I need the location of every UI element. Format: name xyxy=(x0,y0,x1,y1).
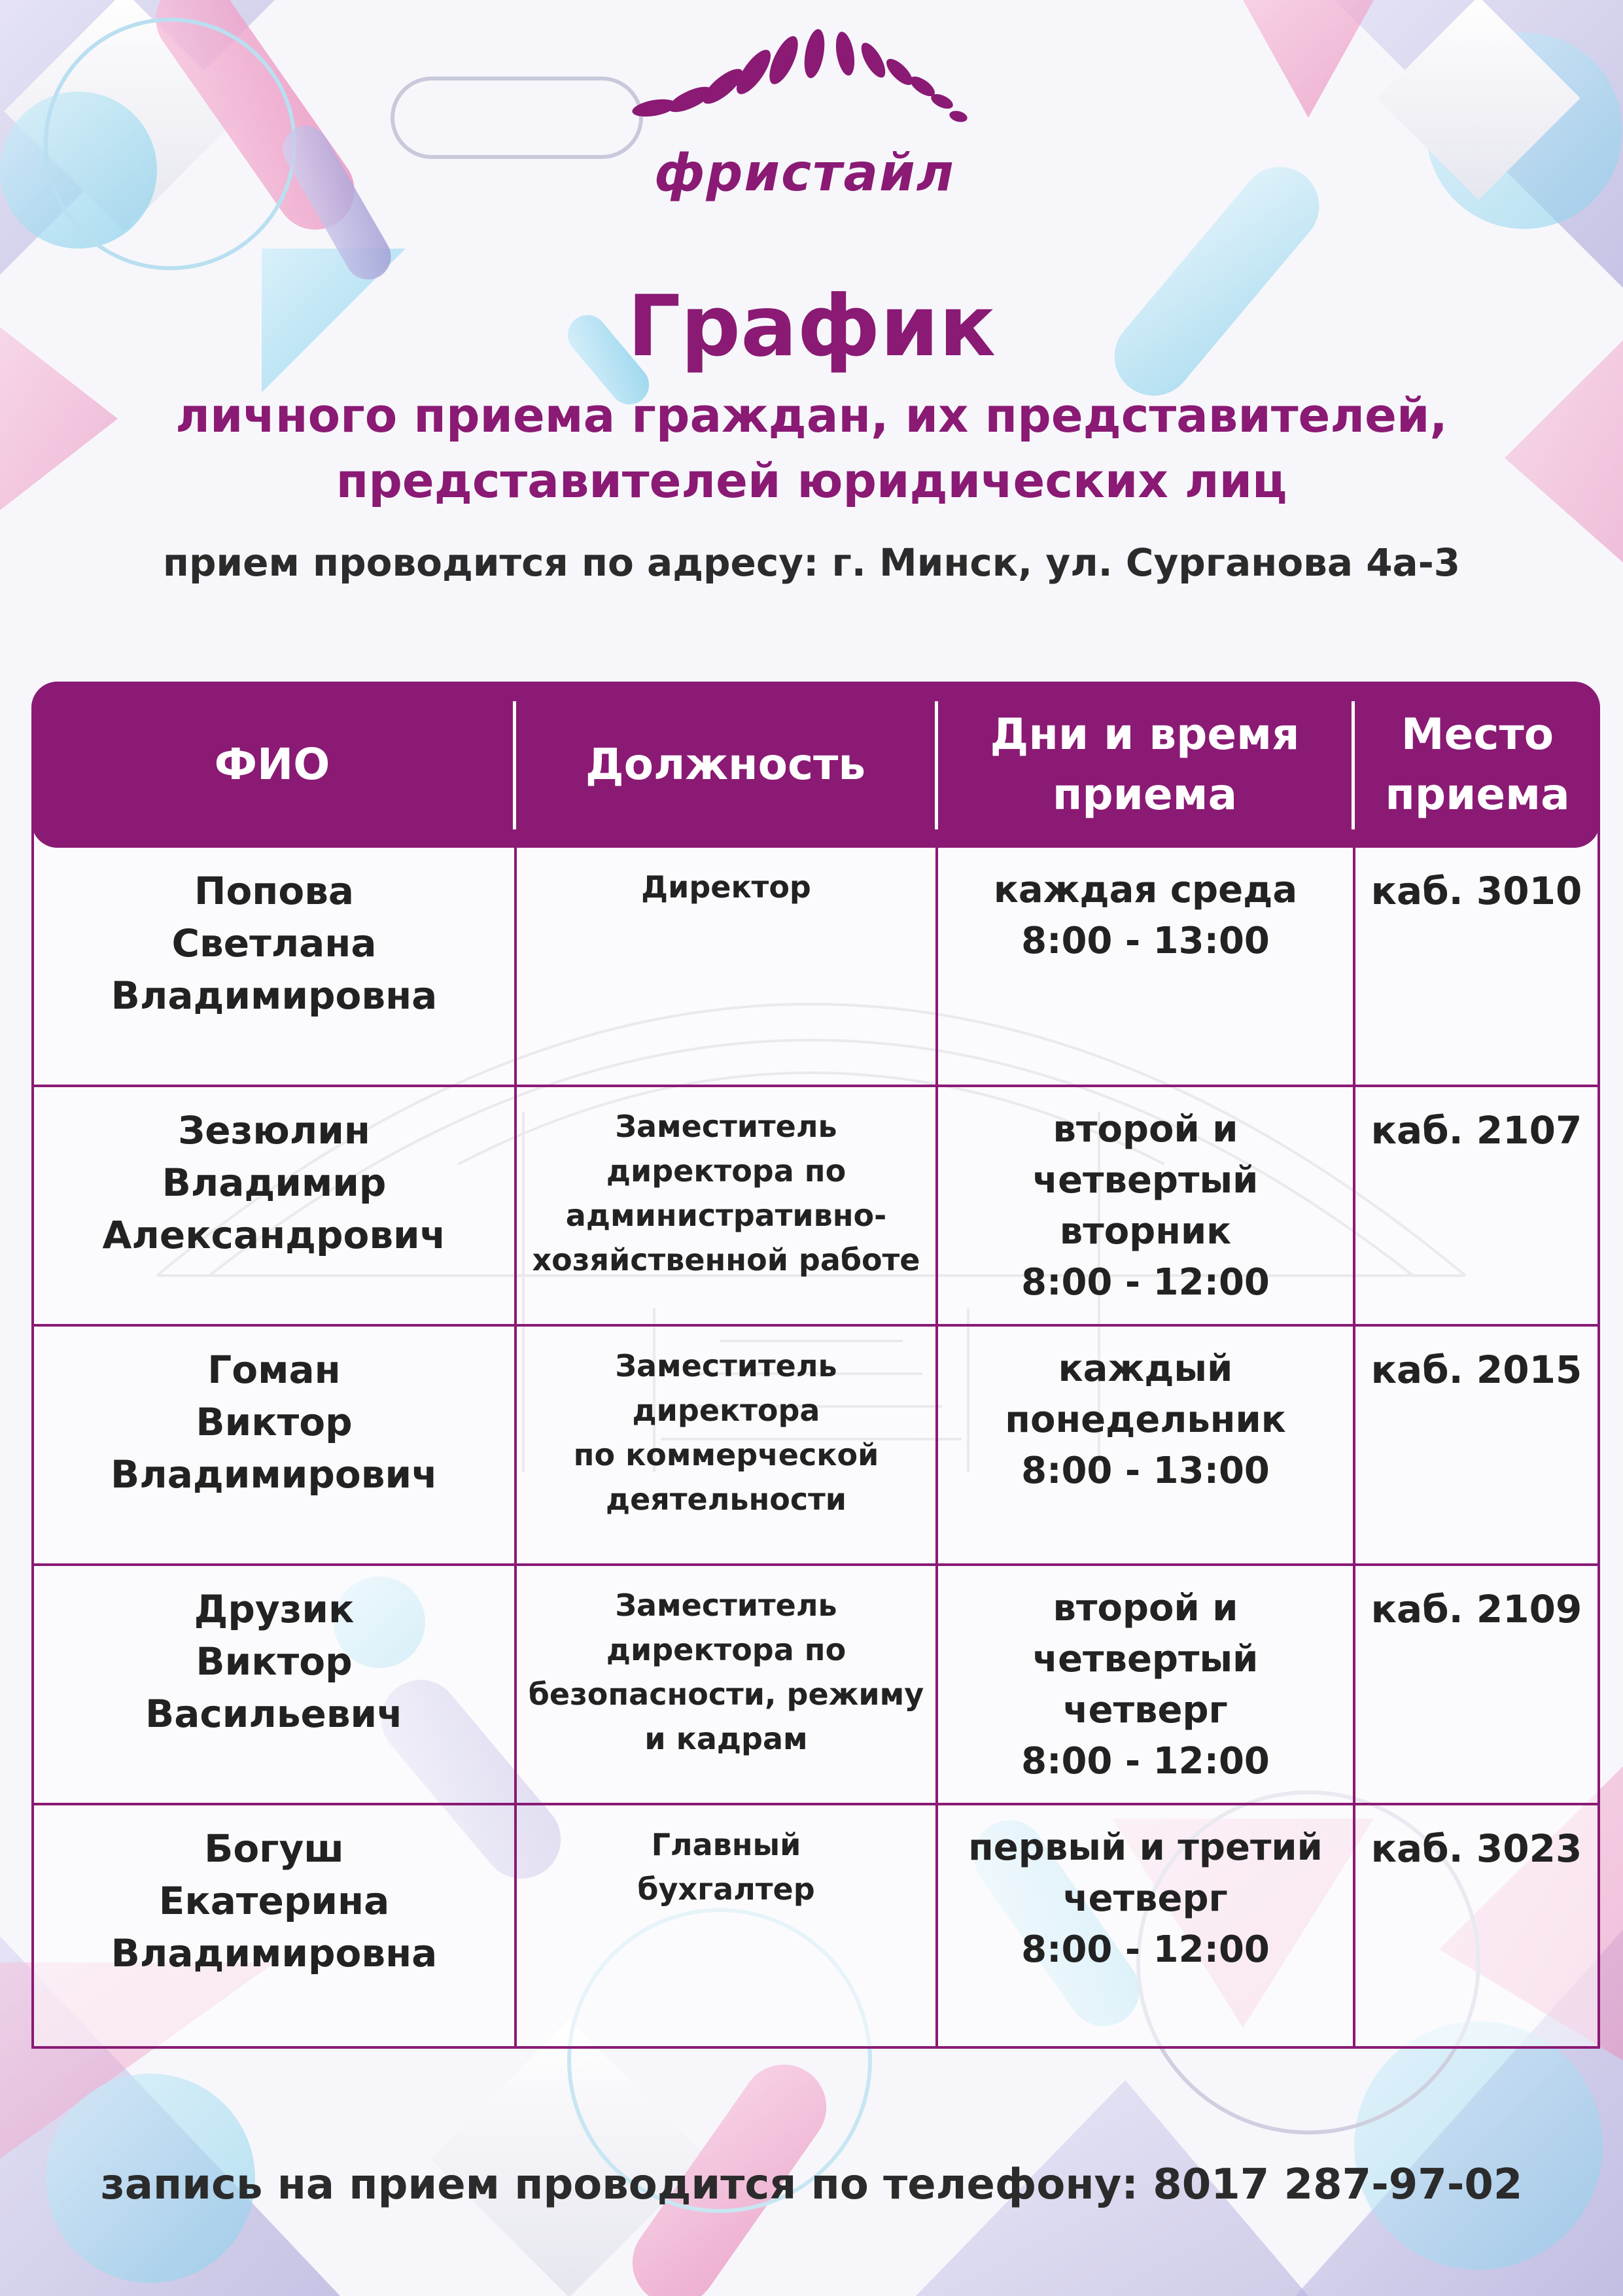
cell-position-line: хозяйственной работе xyxy=(532,1242,920,1278)
cell-name xyxy=(34,848,514,1085)
page-subtitle xyxy=(0,383,1623,513)
cell-days-line: 8:00 - 12:00 xyxy=(1021,1928,1270,1971)
cell-room xyxy=(1355,1087,1597,1324)
cell-name-line: Зезюлин xyxy=(178,1108,370,1153)
cell-days xyxy=(938,1566,1353,1803)
cell-days xyxy=(938,1087,1353,1324)
cell-name-line: Екатерина xyxy=(158,1879,390,1923)
header-room-line: приема xyxy=(1385,769,1570,820)
cell-days-line: вторник xyxy=(1059,1210,1232,1253)
cell-room-line: каб. 2015 xyxy=(1370,1348,1582,1392)
cell-days-line: второй и четвертый xyxy=(1032,1587,1259,1680)
cell-days-line: каждая среда xyxy=(993,869,1298,911)
cell-name-line: Владимировна xyxy=(111,973,438,1018)
cell-name-line: Виктор xyxy=(196,1400,353,1444)
page-title: График xyxy=(627,278,996,375)
cell-position-line: Заместитель xyxy=(615,1109,837,1144)
cell-position-line: деятельности xyxy=(605,1482,847,1517)
reception-schedule-table xyxy=(31,682,1600,2049)
appointment-phone-note: запись на прием проводится по телефону: 8017 287-97-02 xyxy=(100,2161,1523,2209)
cell-days-line: четверг xyxy=(1063,1689,1228,1731)
cell-position-line: по коммерческой xyxy=(573,1437,879,1472)
cell-position-line: Главный xyxy=(651,1827,801,1862)
cell-position-line: административно- xyxy=(565,1198,887,1233)
cell-days xyxy=(938,1805,1353,2042)
freestyle-wave-logo-icon xyxy=(608,26,1001,157)
cell-name-line: Владимирович xyxy=(111,1452,438,1497)
cell-days-line: каждый xyxy=(1058,1348,1233,1390)
cell-days-line: первый и третий xyxy=(968,1826,1323,1869)
header-days-line: Дни и время xyxy=(990,709,1300,759)
subtitle-line: личного приема граждан, их представителей, xyxy=(175,388,1448,443)
cell-room-line: каб. 3023 xyxy=(1370,1826,1582,1871)
cell-name-line: Владимировна xyxy=(111,1931,438,1975)
cell-position-line: директора по xyxy=(606,1153,846,1189)
cell-name-line: Богуш xyxy=(204,1826,344,1871)
cell-days-line: 8:00 - 13:00 xyxy=(1021,920,1270,962)
cell-position xyxy=(517,1327,935,1563)
cell-position xyxy=(517,848,935,1085)
cell-name-line: Гоман xyxy=(207,1348,341,1392)
cell-room-line: каб. 2109 xyxy=(1370,1587,1582,1631)
cell-name-line: Светлана xyxy=(171,921,377,965)
header-days-line: приема xyxy=(1052,769,1238,820)
cell-name-line: Александрович xyxy=(102,1213,446,1257)
cell-name xyxy=(34,1087,514,1324)
header-room xyxy=(1355,682,1600,848)
cell-days-line: второй и четвертый xyxy=(1032,1108,1259,1202)
cell-position-line: и кадрам xyxy=(644,1721,808,1756)
cell-position-line: Заместитель xyxy=(615,1348,837,1383)
cell-position-line: безопасности, режиму xyxy=(528,1677,924,1712)
cell-room xyxy=(1355,1805,1597,2042)
cell-position-line: директора по xyxy=(606,1632,846,1667)
cell-days-line: четверг xyxy=(1063,1877,1228,1920)
cell-days-line: 8:00 - 12:00 xyxy=(1021,1740,1270,1783)
cell-position-line: бухгалтер xyxy=(637,1871,815,1907)
header-name: ФИО xyxy=(214,739,330,790)
cell-name-line: Васильевич xyxy=(145,1692,404,1736)
cell-days-line: 8:00 - 12:00 xyxy=(1021,1261,1270,1304)
cell-days-line: понедельник xyxy=(1005,1399,1286,1441)
cell-position xyxy=(517,1087,935,1324)
cell-name-line: Попова xyxy=(194,869,355,913)
cell-name-line: Виктор xyxy=(196,1639,353,1684)
cell-name-line: Владимир xyxy=(162,1160,387,1205)
cell-position xyxy=(517,1566,935,1803)
cell-days-line: 8:00 - 13:00 xyxy=(1021,1450,1270,1492)
cell-name xyxy=(34,1566,514,1803)
cell-room xyxy=(1355,1566,1597,1803)
brand-logo-text: фристайл xyxy=(654,144,955,203)
cell-name-line: Друзик xyxy=(194,1587,355,1631)
cell-name xyxy=(34,1805,514,2042)
cell-room-line: каб. 3010 xyxy=(1370,869,1582,913)
cell-name xyxy=(34,1327,514,1563)
cell-room-line: каб. 2107 xyxy=(1370,1108,1582,1153)
header-position: Должность xyxy=(585,739,866,790)
subtitle-line: представителей юридических лиц xyxy=(336,453,1287,508)
reception-address: прием проводится по адресу: г. Минск, ул. Сурганова 4а-3 xyxy=(162,540,1461,585)
cell-room xyxy=(1355,848,1597,1085)
cell-room xyxy=(1355,1327,1597,1563)
cell-position-line: Директор xyxy=(641,869,811,905)
cell-position-line: директора xyxy=(632,1393,820,1428)
header-days xyxy=(938,682,1352,848)
brand-logo xyxy=(608,26,1001,203)
cell-position-line: Заместитель xyxy=(615,1588,837,1623)
cell-days xyxy=(938,1327,1353,1563)
cell-days xyxy=(938,848,1353,1085)
header-room-line: Место xyxy=(1401,709,1554,759)
table-header xyxy=(31,682,1600,848)
cell-position xyxy=(517,1805,935,2042)
